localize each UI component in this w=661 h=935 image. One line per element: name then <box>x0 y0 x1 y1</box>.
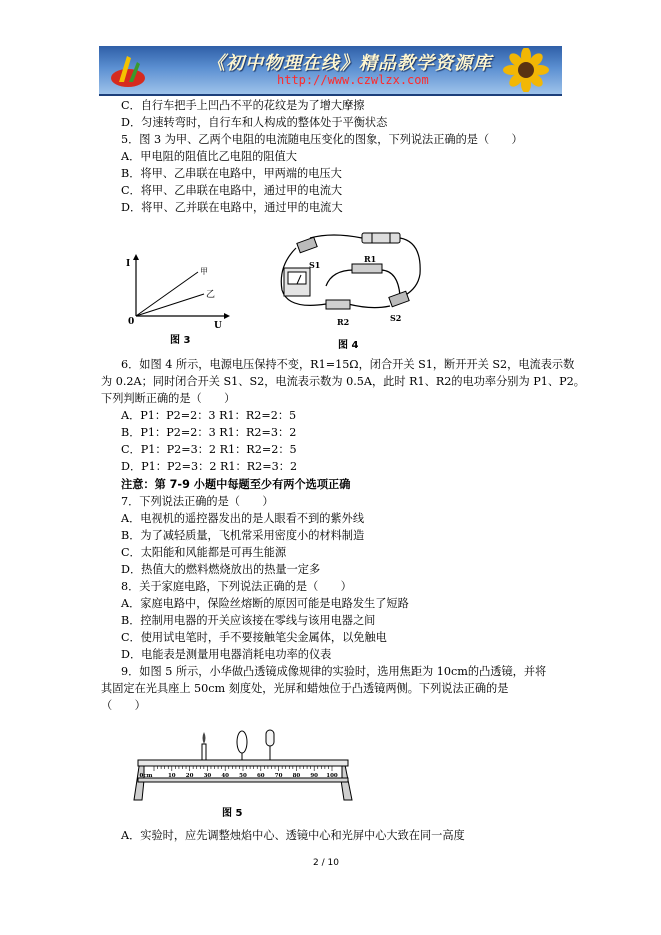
question-6-line-1: 6．如图 4 所示，电源电压保持不变，R1=15Ω，闭合开关 S1，断开开关 S2，电流表示数 <box>121 358 575 371</box>
scale-label: 0cm <box>139 773 153 779</box>
fig4-s2: S2 <box>390 313 402 323</box>
fig3-origin: 0 <box>128 317 135 327</box>
fig3-x-label: U <box>214 321 222 331</box>
q5-option-c: C．将甲、乙串联在电路中，通过甲的电流大 <box>121 184 343 197</box>
option-d-bike: D．匀速转弯时，自行车和人构成的整体处于平衡状态 <box>121 116 388 129</box>
scale-label: 20 <box>185 773 194 779</box>
banner-title: 《初中物理在线》精品教学资源库 <box>207 53 492 74</box>
q8-option-b: B．控制用电器的开关应该接在零线与该用电器之间 <box>121 614 376 627</box>
scale-label: 60 <box>256 773 265 779</box>
question-9-line-3: （ ） <box>101 699 146 712</box>
fig4-r2: R2 <box>337 317 350 327</box>
figure-4-circuit <box>272 226 432 334</box>
banner-url[interactable]: http://www.czwlzx.com <box>277 73 429 87</box>
q5-option-a: A．甲电阻的阻值比乙电阻的阻值大 <box>121 150 297 163</box>
logo-icon <box>109 52 147 90</box>
q5-option-d: D．将甲、乙并联在电路中，通过甲的电流大 <box>121 201 343 214</box>
q5-option-b: B．将甲、乙串联在电路中，甲两端的电压大 <box>121 167 342 180</box>
q6-option-a: A．P1：P2=2：3 R1：R2=2：5 <box>121 409 297 422</box>
q8-option-a: A．家庭电路中，保险丝熔断的原因可能是电路发生了短路 <box>121 597 409 610</box>
q8-option-c: C．使用试电笔时，手不要接触笔尖金属体，以免触电 <box>121 631 387 644</box>
q7-option-b: B．为了减轻质量，飞机常采用密度小的材料制造 <box>121 529 365 542</box>
fig4-r1: R1 <box>364 254 377 264</box>
scale-label: 70 <box>274 773 283 779</box>
question-6-line-2: 为 0.2A；同时闭合开关 S1、S2，电流表示数为 0.5A，此时 R1、R2的电功率分别为 P1、P2。 <box>101 375 585 388</box>
figure-4-caption: 图 4 <box>338 340 359 351</box>
scale-label: 40 <box>221 773 230 779</box>
question-8: 8．关于家庭电路，下列说法正确的是（ ） <box>121 580 352 593</box>
q8-option-d: D．电能表是测量用电器消耗电功率的仪表 <box>121 648 332 661</box>
fig3-y-label: I <box>126 259 131 269</box>
question-6-line-3: 下列判断正确的是（ ） <box>101 392 236 405</box>
scale-label: 10 <box>167 773 176 779</box>
scale-label: 30 <box>203 773 212 779</box>
figure-5-optical-bench <box>130 726 356 802</box>
q6-option-b: B．P1：P2=2：3 R1：R2=3：2 <box>121 426 297 439</box>
fig4-s1: S1 <box>309 260 321 270</box>
q7-option-c: C．太阳能和风能都是可再生能源 <box>121 546 287 559</box>
question-5: 5．图 3 为甲、乙两个电阻的电流随电压变化的图象，下列说法正确的是（ ） <box>121 133 523 146</box>
figure-5-caption: 图 5 <box>222 808 243 819</box>
header-banner <box>99 46 562 96</box>
question-9-line-1: 9．如图 5 所示，小华做凸透镜成像规律的实验时，选用焦距为 10cm的凸透镜，并将 <box>121 665 547 678</box>
figure-3-graph <box>122 252 232 332</box>
option-c-bike: C．自行车把手上凹凸不平的花纹是为了增大摩擦 <box>121 99 365 112</box>
section-note: 注意：第 7-9 小题中每题至少有两个选项正确 <box>121 478 351 491</box>
question-7: 7．下列说法正确的是（ ） <box>121 495 274 508</box>
question-9-line-2: 其固定在光具座上 50cm 刻度处，光屏和蜡烛位于凸透镜两侧。下列说法正确的是 <box>101 682 509 695</box>
sunflower-icon <box>496 48 556 92</box>
scale-label: 50 <box>239 773 247 779</box>
fig3-line-yi: 乙 <box>206 290 216 300</box>
scale-label: 90 <box>310 773 319 779</box>
q6-option-c: C．P1：P2=3：2 R1：R2=2：5 <box>121 443 297 456</box>
page-number: 2 / 10 <box>313 858 339 868</box>
q6-option-d: D．P1：P2=3：2 R1：R2=3：2 <box>121 460 298 473</box>
figure-3-caption: 图 3 <box>170 335 191 346</box>
scale-label: 100 <box>326 773 338 779</box>
fig3-line-jia: 甲 <box>200 267 208 276</box>
q7-option-d: D．热值大的燃料燃烧放出的热量一定多 <box>121 563 321 576</box>
q9-option-a: A．实验时，应先调整烛焰中心、透镜中心和光屏中心大致在同一高度 <box>121 829 465 842</box>
scale-label: 80 <box>292 773 301 779</box>
q7-option-a: A．电视机的遥控器发出的是人眼看不到的紫外线 <box>121 512 365 525</box>
